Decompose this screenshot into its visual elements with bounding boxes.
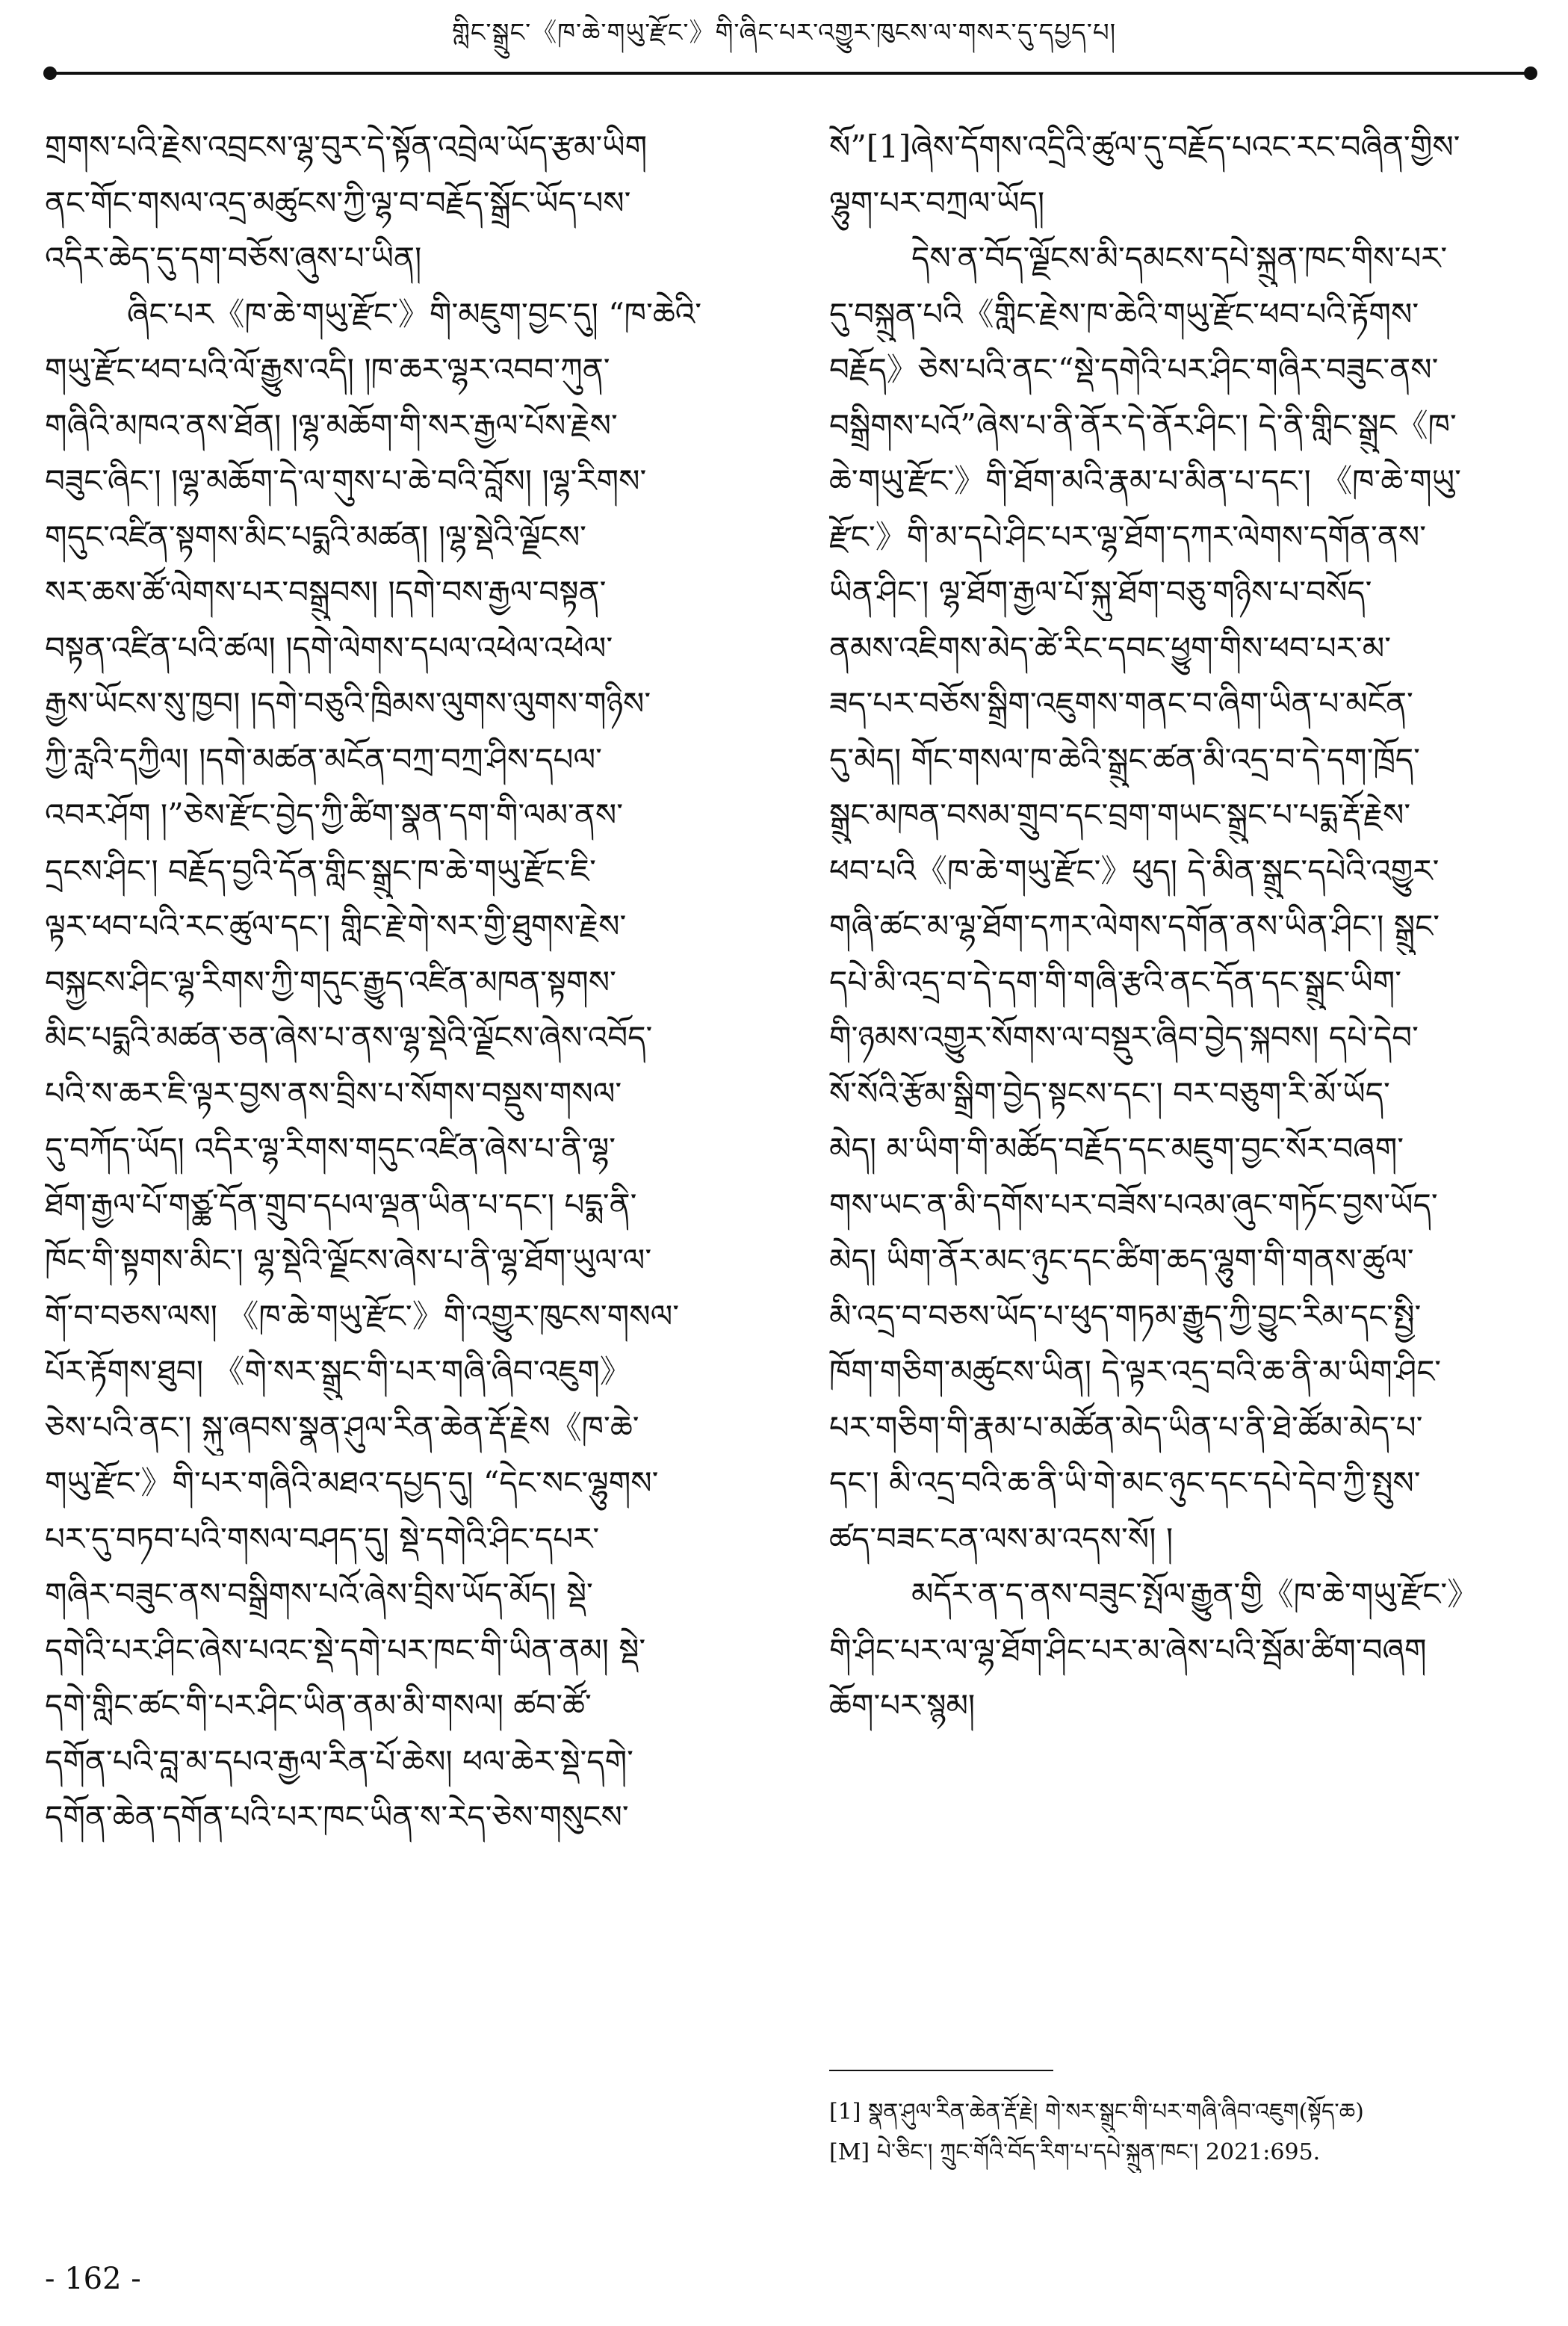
text-line: ལྟར་ཕབ་པའི་རང་ཚུལ་དང་། གླིང་རྗེ་གེ་སར་གྱི་ཐུགས་རྗེས་	[45, 908, 627, 944]
text-line: བརྗོད》ཅེས་པའི་ནང་“སྡེ་དགེའི་པར་ཤིང་གཞིར་བཟུང་ནས་	[829, 351, 1439, 388]
text-line: ཀྱི་རླའི་དཀྱིལ། །དགེ་མཚན་མངོན་བཀྲ་བཀྲ་ཤིས་དཔལ་	[45, 740, 602, 778]
text-line: ཆེ་གཡུ་རྫོང་》གི་ཐོག་མའི་རྣམ་པ་མིན་པ་དང་། 《ཁ་ཆེ་གཡུ་	[829, 463, 1461, 499]
text-line: འབར་ཤོག །”ཅེས་རྫོང་བྱེད་ཀྱི་ཚིག་སྣན་དག་གི་ལམ་ནས་	[45, 797, 624, 833]
paragraph	[829, 231, 1565, 1567]
text-line: མེད། ཡིག་ནོར་མང་ཉུང་དང་ཚིག་ཆད་ལྷུག་གི་གནས་ཚུལ་	[829, 1242, 1414, 1278]
text-line: གི་ཉམས་འགྱུར་སོགས་ལ་བསྡུར་ཞིབ་བྱེད་སྐབས། དཔེ་དེབ་	[829, 1019, 1419, 1056]
footnote-rule	[829, 2070, 1053, 2071]
text-line: ཕབ་པའི《ཁ་ཆེ་གཡུ་རྫོང་》ཕུད། དེ་མིན་སྒྲུང་དཔེའི་འགྱུར་	[829, 852, 1440, 889]
text-line: དགེའི་པར་ཤིང་ཞེས་པའང་སྡེ་དགེ་པར་ཁང་གི་ཡིན་ནམ། སྡེ་	[45, 1631, 646, 1668]
text-line: ཁོག་གཅིག་མཚུངས་ཡིན། དེ་ལྟར་འདྲ་བའི་ཆ་ནི་མ་ཡིག་ཤིང་	[829, 1353, 1442, 1390]
text-line: སར་ཆས་ཚོ་ལེགས་པར་བསྒྲུབས། །དགེ་བས་རྒྱལ་བསྟན་	[45, 574, 607, 610]
text-line: དྲངས་ཤིང་། བརྗོད་བྱའི་དོན་གླིང་སྒྲུང་ཁ་ཆེ་གཡུ་རྫོང་ཇི་	[45, 852, 596, 889]
footnote-line: [M] པེ་ཅིང་། ཀྲུང་གོའི་བོད་རིག་པ་དཔེ་སྐྲུན་ཁང་། 2021:695.	[829, 2139, 1321, 2165]
text-line: རྫོང་》གི་མ་དཔེ་ཤིང་པར་ལྷ་ཐོག་དཀར་ལེགས་དགོན་ནས་	[829, 518, 1427, 555]
text-line: གྲགས་པའི་རྗེས་འབྲངས་ལྷ་བུར་དེ་སྟོན་འབྲེལ་ཡོད་རྩམ་ཡིག	[45, 129, 648, 165]
text-line: གཡུ་རྫོང་》གི་པར་གཞིའི་མཐའ་དཔྱད་དུ། “དེང་སང་ལྷུགས་	[45, 1464, 659, 1501]
text-line: རྒྱས་ཡོངས་སུ་ཁྱབ། །དགེ་བཅུའི་ཁྲིམས་ལུགས་ལུགས་གཉིས་	[45, 685, 651, 722]
text-line: གདུང་འཛིན་སྟགས་མིང་པདྨའི་མཚན། །ལྷ་སྡེའི་ལྗོངས་	[45, 518, 586, 555]
left-column	[45, 120, 768, 1846]
paragraph	[45, 120, 768, 287]
text-line: དཔེ་མི་འདྲ་བ་དེ་དག་གི་གཞི་རྩའི་ནང་དོན་དང་སྒྲུང་ཡིག་	[829, 963, 1402, 1000]
text-line: ལྷུག་པར་བཀྲལ་ཡོད།	[829, 184, 1045, 221]
paragraph	[45, 287, 768, 1846]
text-line: དགོན་པའི་བླ་མ་དཔའ་རྒྱལ་རིན་པོ་ཆེས། ཕལ་ཆེར་སྡེ་དགེ་	[45, 1742, 633, 1780]
text-line: འདིར་ཆེད་དུ་དག་བཅོས་ཞུས་པ་ཡིན།	[45, 240, 422, 276]
text-line: ཞིང་པར《ཁ་ཆེ་གཡུ་རྫོང་》གི་མཇུག་བྱང་དུ། “ཁ་ཆེའི་	[127, 295, 702, 332]
text-line: བཟུང་ཞིང་། །ལྷ་མཆོག་དེ་ལ་གུས་པ་ཆེ་བའི་བློས། །ལྷ་རིགས་	[45, 463, 647, 499]
text-line: དུ་མེད། གོང་གསལ་ཁ་ཆེའི་སྒྲུང་ཚན་མི་འདྲ་བ་དེ་དག་ཁྲོད་	[829, 740, 1420, 778]
text-line: ནང་གོང་གསལ་འདྲ་མཚུངས་ཀྱི་ལྷ་བ་བརྗོད་སྒྲོང་ཡོད་པས་	[45, 184, 631, 221]
text-line: དང་། མི་འདྲ་བའི་ཆ་ནི་ཡི་གེ་མང་ཉུང་དང་དཔེ་དེབ་ཀྱི་སྤུས་	[829, 1464, 1421, 1501]
text-line: དགེ་གླིང་ཚང་གི་པར་ཤིང་ཡིན་ནམ་མི་གསལ། ཚབ་ཚོ་	[45, 1687, 592, 1724]
text-line: གཞིའི་མཁའ་ནས་ཐོན། །ལྷ་མཆོག་གི་སར་རྒྱལ་པོས་རྗེས་	[45, 406, 618, 444]
text-line: གཡུ་རྫོང་ཕབ་པའི་ལོ་རྒྱུས་འདི། །ཁ་ཆར་ལྷར་འབབ་ཀུན་	[45, 351, 610, 388]
text-line: སོ”[1]ཞེས་དོགས་འདྲིའི་ཚུལ་དུ་བརྗོད་པའང་རང་བཞིན་གྱིས་	[829, 129, 1460, 165]
text-line: གོ་བ་བཅས་ལས། 《ཁ་ཆེ་གཡུ་རྫོང་》གི་འགྱུར་ཁུངས་གསལ་	[45, 1297, 680, 1334]
text-line: སོ་སོའི་རྩོམ་སྒྲིག་བྱེད་སྟངས་དང་། བར་བཅུག་རི་མོ་ཡོད་	[829, 1074, 1390, 1112]
text-line: དུ་བཀོད་ཡོད། འདིར་ལྷ་རིགས་གདུང་འཛིན་ཞེས་པ་ནི་ལྷ་	[45, 1130, 616, 1167]
text-line: ཡིན་ཤིང་། ལྷ་ཐོག་རྒྱལ་པོ་སྐུ་ཐོག་བཅུ་གཉིས་པ་བསོད་	[829, 574, 1372, 610]
text-line: ནམས་འཇིགས་མེད་ཚེ་རིང་དབང་ཕྱུག་གིས་ཕབ་པར་མ་	[829, 629, 1392, 666]
text-line: ཟད་པར་བཅོས་སྒྲིག་འཇུགས་གནང་བ་ཞིག་ཡིན་པ་མངོན་	[829, 685, 1413, 722]
text-line: གས་ཡང་ན་མི་དགོས་པར་བཟོས་པའམ་ཞུང་གཏོང་བྱས་ཡོད་	[829, 1186, 1438, 1223]
text-line: བསྟན་འཛིན་པའི་ཚལ། །དགེ་ལེགས་དཔལ་འཕེལ་འཕེལ་	[45, 629, 613, 666]
text-line: དུ་བསྐྲུན་པའི《གླིང་རྗེས་ཁ་ཆེའི་གཡུ་རྫོང་ཕབ་པའི་རྟོགས་	[829, 295, 1419, 332]
text-line: མདོར་ན་ད་ནས་བཟུང་སྤོལ་རྒྱུན་གྱི《ཁ་ཆེ་གཡུ་རྫོང་》	[911, 1576, 1479, 1612]
header-rule-dot-right	[1524, 66, 1537, 80]
text-line: མི་འདྲ་བ་བཅས་ཡོད་པ་ཕུད་གཏམ་རྒྱུད་ཀྱི་བྱུང་རིམ་དང་སྤྱི་	[829, 1297, 1422, 1334]
text-line: པོར་རྟོགས་ཐུབ། 《གེ་སར་སྒྲུང་གི་པར་གཞི་ཞིབ་འཇུག》	[45, 1353, 631, 1390]
right-column	[829, 120, 1565, 1734]
text-line: མིང་པདྨའི་མཚན་ཅན་ཞེས་པ་ནས་ལྷ་སྡེའི་ལྗོངས་ཞེས་འབོད་	[45, 1019, 653, 1056]
text-line: གཞིར་བཟུང་ནས་བསྒྲིགས་པའོ་ཞེས་བྲིས་ཡོད་མོད། སྡེ་	[45, 1576, 593, 1612]
running-head: གླིང་སྒྲུང་《ཁ་ཆེ་གཡུ་རྫོང་》གི་ཞིང་པར་འགྱུར་ཁུངས་ལ་གསར་དུ་དཔྱད་པ།	[451, 18, 1117, 48]
header-rule	[45, 72, 1534, 75]
text-line: ཆོག་པར་སྙམ།	[829, 1687, 976, 1724]
text-line: ཁོང་གི་སྟགས་མིང་། ལྷ་སྡེའི་ལྗོངས་ཞེས་པ་ནི་ལྷ་ཐོག་ཡུལ་ལ་	[45, 1242, 652, 1278]
paragraph	[829, 1567, 1565, 1734]
footnote-line: [1] སྣན་ཤུལ་རིན་ཆེན་རྡོ་རྗེ། གེ་སར་སྒྲུང་གི་པར་གཞི་ཞིབ་འཇུག(སྟོད་ཆ)	[829, 2099, 1364, 2125]
text-line: པའི་ས་ཆར་ཇི་ལྟར་བྱས་ནས་བྲིས་པ་སོགས་བསྡུས་གསལ་	[45, 1074, 622, 1112]
text-line: བསྒྲིགས་པའོ”ཞེས་པ་ནི་ནོར་དེ་ནོར་ཤིང་། དེ་ནི་གླིང་སྒྲུང《ཁ་	[829, 406, 1457, 444]
text-line: བསྐྱངས་ཤིང་ལྷ་རིགས་ཀྱི་གདུང་རྒྱུད་འཛིན་མཁན་སྟགས་	[45, 963, 616, 1000]
text-line: གི་ཤིང་པར་ལ་ལྷ་ཐོག་ཤིང་པར་མ་ཞེས་པའི་སྦོམ་ཚིག་བཞག	[829, 1631, 1427, 1668]
text-line: པར་དུ་བཏབ་པའི་གསལ་བཤད་དུ། སྡེ་དགེའི་ཤིང་དཔར་	[45, 1520, 600, 1557]
text-line: སྒྲུང་མཁན་བསམ་གྲུབ་དང་བྲག་གཡང་སྒྲུང་པ་པདྨ་རྡོ་རྗེས་	[829, 797, 1411, 833]
footnote	[829, 2092, 1565, 2173]
text-line: ཅེས་པའི་ནང་། སྐུ་ཞབས་སྣན་ཤུལ་རིན་ཆེན་རྡོ་རྗེས《ཁ་ཆེ་	[45, 1408, 639, 1446]
text-line: མེད། མ་ཡིག་གི་མཚོད་བརྗོད་དང་མཇུག་བྱང་སོར་བཞག་	[829, 1130, 1404, 1167]
text-line: ཚད་བཟང་ངན་ལས་མ་འདས་སོ། །	[829, 1520, 1174, 1557]
text-line: དེས་ན་བོད་ལྗོངས་མི་དམངས་དཔེ་སྐྲུན་ཁང་གིས་པར་	[911, 240, 1448, 276]
text-line: པར་གཅིག་གི་རྣམ་པ་མཚོན་མེད་ཡིན་པ་ནི་ཐེ་ཚོམ་མེད་པ་	[829, 1408, 1423, 1446]
text-line: གཞི་ཚང་མ་ལྷ་ཐོག་དཀར་ལེགས་དགོན་ནས་ཡིན་ཤིང་། སྒྲུང་	[829, 908, 1440, 944]
text-line: ཐོག་རྒྱལ་པོ་གཙྪ་དོན་གྲུབ་དཔལ་ལྡན་ཡིན་པ་དང་། པདྨ་ནི་	[45, 1186, 637, 1223]
page-number: - 162 -	[45, 2262, 141, 2296]
text-line: དགོན་ཆེན་དགོན་པའི་པར་ཁང་ཡིན་ས་རེད་ཅེས་གསུངས་	[45, 1798, 629, 1835]
paragraph	[829, 120, 1565, 231]
